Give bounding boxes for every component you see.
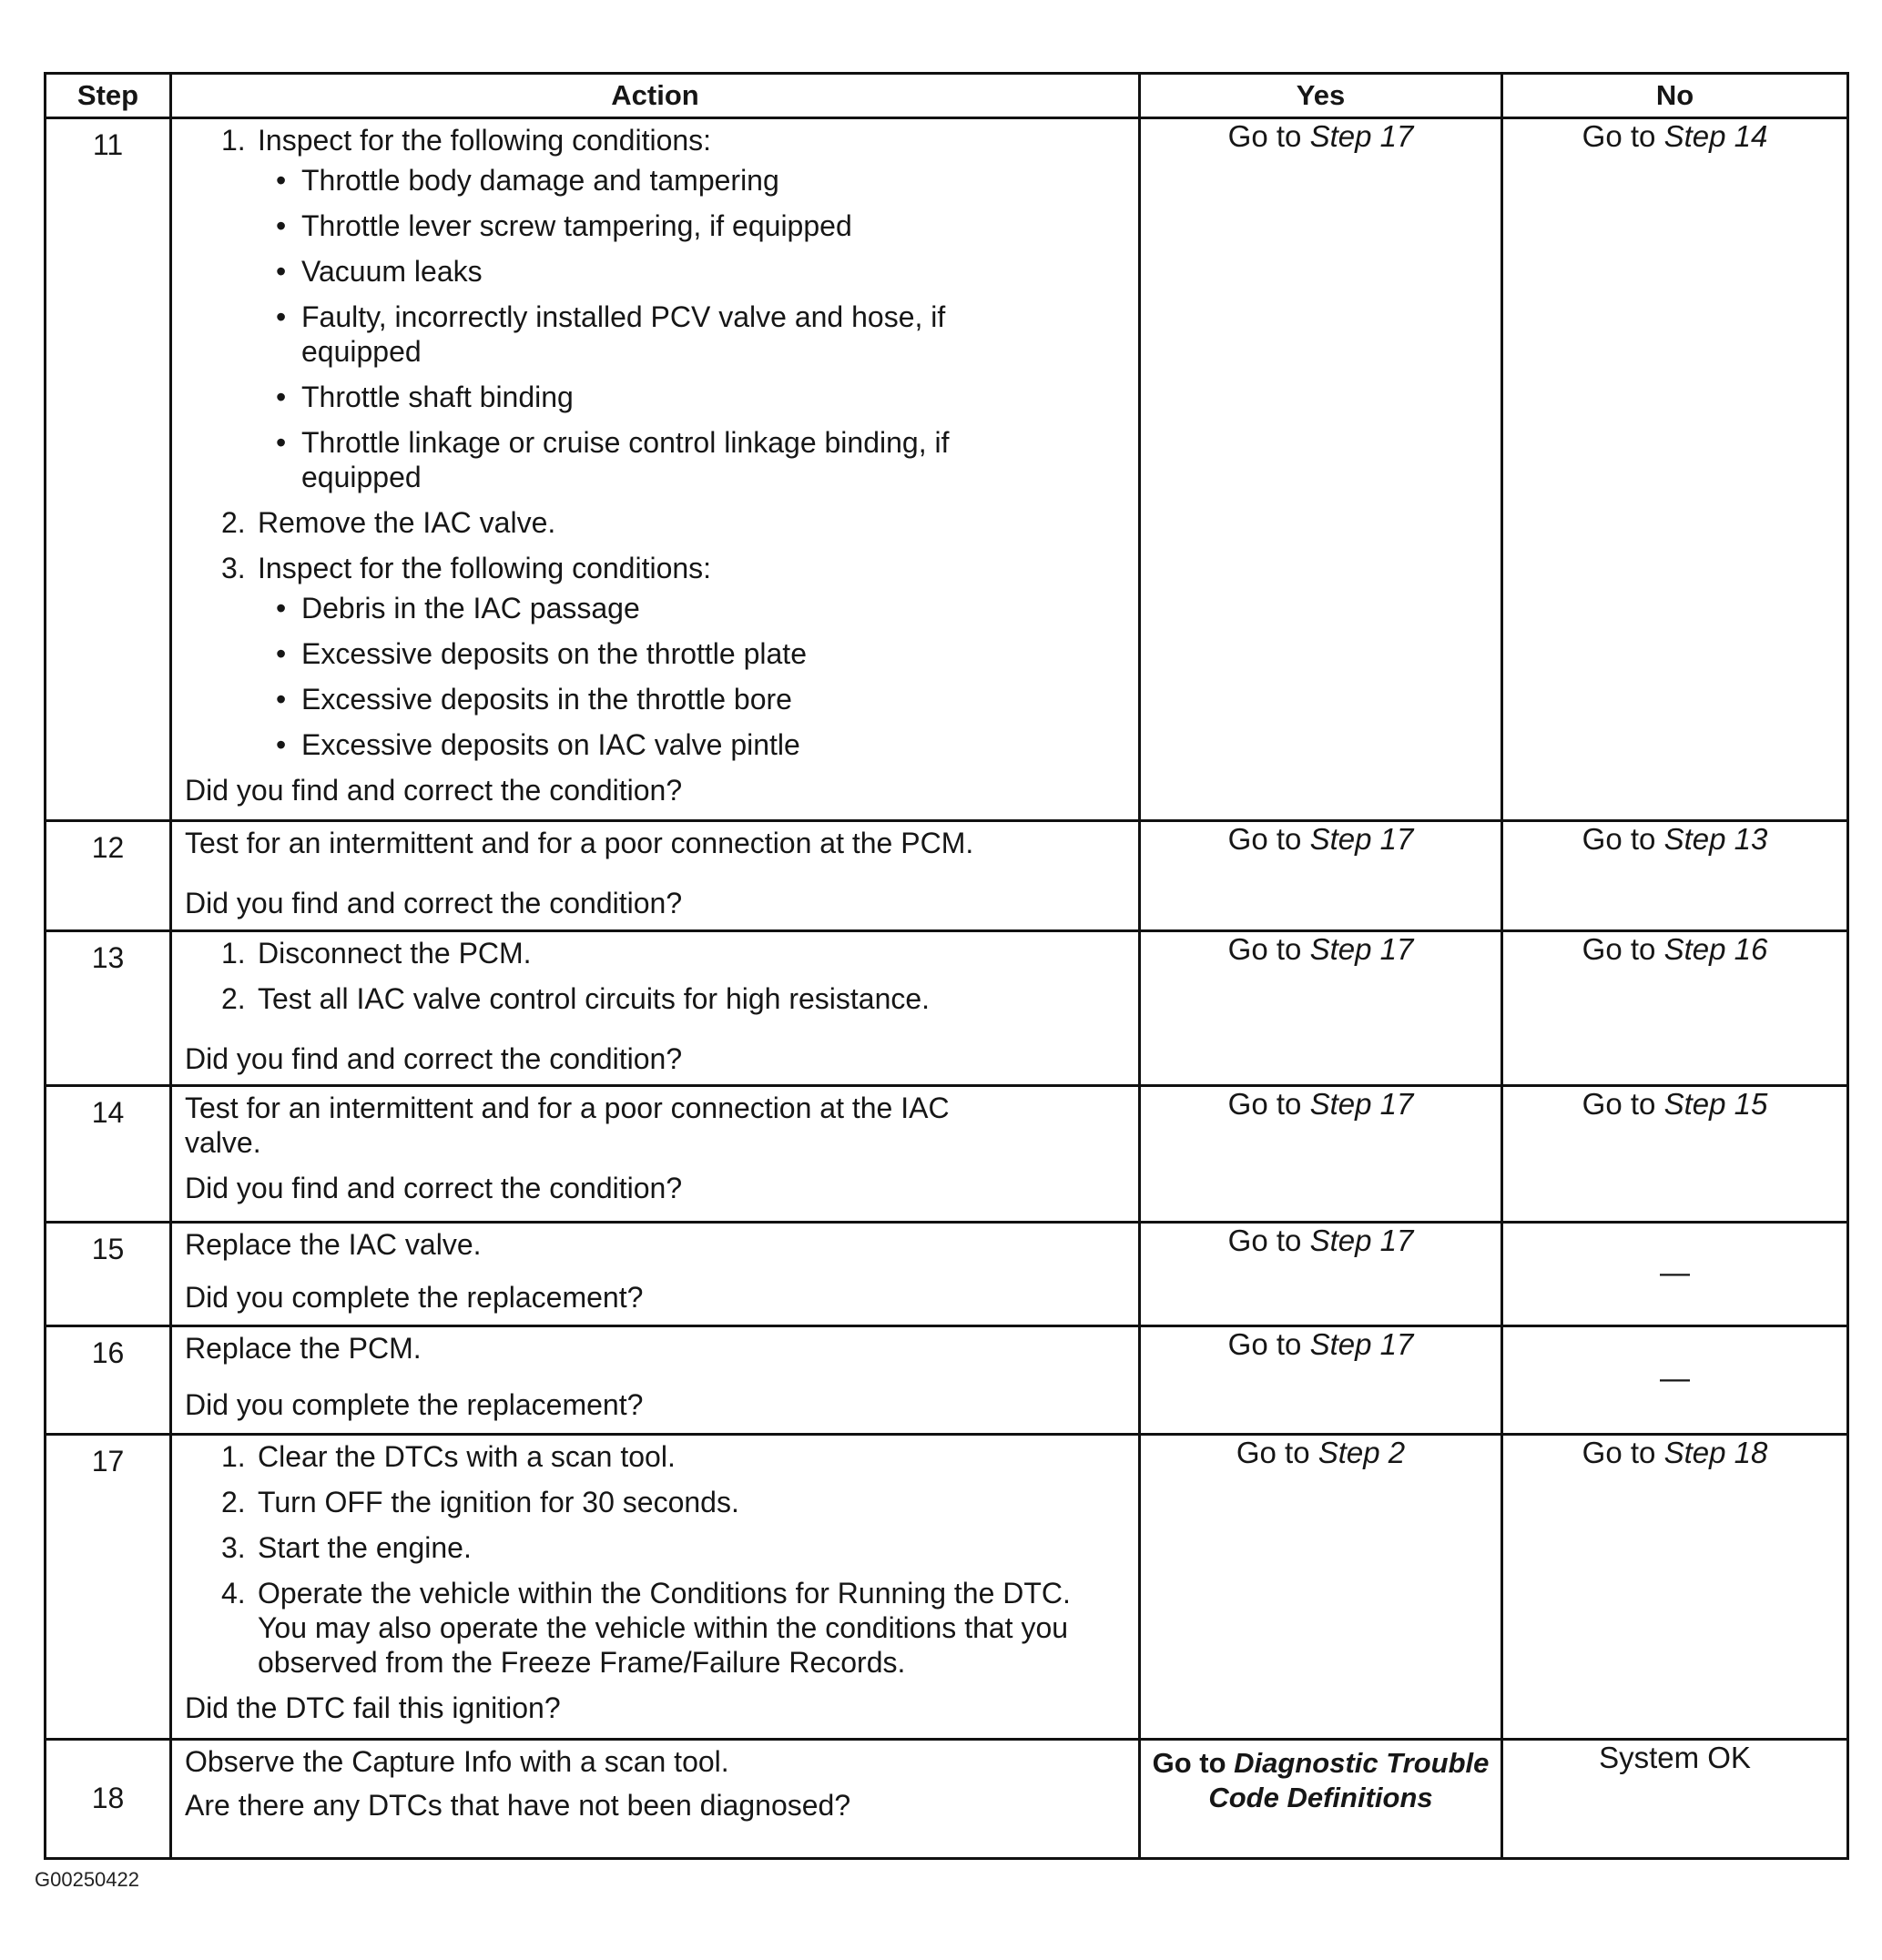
outcome-prefix: Go to	[1582, 822, 1664, 856]
step-number: 13	[46, 931, 171, 1086]
table-row	[46, 118, 1848, 821]
question-text: Did you complete the replacement?	[185, 1388, 644, 1421]
yes-outcome	[1146, 1087, 1495, 1122]
outcome-prefix: Go to	[1227, 822, 1310, 856]
outcome-prefix: Go to	[1227, 1087, 1310, 1121]
outcome-prefix: Go to	[1582, 119, 1664, 153]
item-number: 2.	[221, 1486, 246, 1518]
table-row	[46, 1435, 1848, 1740]
bullet-item: • Vacuum leaks	[185, 254, 1120, 289]
no-outcome-dash: —	[1660, 1361, 1690, 1395]
step-number: 14	[46, 1086, 171, 1223]
action-cell	[171, 1326, 1140, 1435]
outcome-prefix: Go to	[1227, 932, 1310, 966]
outcome-prefix: Go to	[1582, 932, 1664, 966]
no-cell	[1502, 931, 1848, 1086]
bullet-list	[185, 163, 1120, 494]
yes-cell	[1140, 1435, 1502, 1740]
item-text: Inspect for the following conditions:	[258, 124, 712, 157]
step-number: 15	[46, 1223, 171, 1326]
diagnostic-table	[44, 72, 1849, 1860]
yes-cell	[1140, 118, 1502, 821]
no-outcome	[1509, 932, 1841, 967]
bullet-item: • Throttle linkage or cruise control linkage binding, if equipped	[185, 425, 1120, 494]
outcome-target: Step 17	[1309, 1327, 1414, 1361]
yes-outcome	[1146, 932, 1495, 967]
question-text: Did you find and correct the condition?	[185, 1042, 683, 1075]
no-cell	[1502, 821, 1848, 931]
step-number: 16	[46, 1326, 171, 1435]
item-text: Remove the IAC valve.	[258, 506, 556, 539]
item-number: 1.	[221, 937, 246, 970]
table-row	[46, 931, 1848, 1086]
outcome-prefix: Go to	[1152, 1747, 1235, 1779]
action-item	[185, 1439, 1120, 1474]
action-cell	[171, 1435, 1140, 1740]
item-number: 3.	[221, 552, 246, 584]
bullet-item: • Excessive deposits on IAC valve pintle	[185, 727, 1120, 762]
bullet-item: • Debris in the IAC passage	[185, 591, 1120, 625]
question-text: Are there any DTCs that have not been diagnosed?	[185, 1789, 851, 1822]
header-yes: Yes	[1140, 74, 1502, 118]
item-text: Operate the vehicle within the Conditions for Running the DTC. You may also operate the vehicle within the conditions that you observed from the Freeze Frame/Failure Records.	[258, 1577, 1071, 1679]
item-text: Inspect for the following conditions:	[258, 552, 712, 584]
bullet-item: • Throttle shaft binding	[185, 380, 1120, 414]
action-cell	[171, 1740, 1140, 1859]
yes-outcome	[1146, 1746, 1495, 1823]
no-cell	[1502, 118, 1848, 821]
step-number: 18	[46, 1740, 171, 1859]
yes-cell	[1140, 931, 1502, 1086]
action-cell	[171, 1223, 1140, 1326]
yes-outcome	[1146, 1224, 1495, 1258]
outcome-target: Step 14	[1663, 119, 1768, 153]
item-number: 1.	[221, 124, 246, 157]
yes-cell	[1140, 821, 1502, 931]
table-row	[46, 1223, 1848, 1326]
no-cell	[1502, 1086, 1848, 1223]
item-text: Turn OFF the ignition for 30 seconds.	[258, 1486, 739, 1518]
outcome-prefix: Go to	[1227, 1224, 1310, 1257]
question-text: Did you find and correct the condition?	[185, 1172, 683, 1204]
bullet-list	[185, 591, 1120, 762]
step-number: 11	[46, 118, 171, 821]
action-item	[185, 123, 1120, 157]
bullet-item: • Excessive deposits on the throttle plate	[185, 636, 1120, 671]
question-text: Did you find and correct the condition?	[185, 887, 683, 919]
action-item	[185, 936, 1120, 970]
action-item	[185, 1576, 1120, 1680]
figure-id: G00250422	[35, 1868, 139, 1891]
header-step: Step	[46, 74, 171, 118]
item-text: Start the engine.	[258, 1531, 472, 1564]
outcome-target: Step 15	[1663, 1087, 1768, 1121]
outcome-prefix: Go to	[1227, 1327, 1310, 1361]
no-cell	[1502, 1740, 1848, 1859]
question-text: Did the DTC fail this ignition?	[185, 1691, 561, 1724]
yes-cell	[1140, 1086, 1502, 1223]
action-text: Replace the IAC valve.	[185, 1228, 482, 1261]
item-number: 4.	[221, 1577, 246, 1610]
step-number: 12	[46, 821, 171, 931]
item-number: 1.	[221, 1440, 246, 1473]
outcome-target: Step 17	[1309, 1224, 1414, 1257]
action-item	[185, 551, 1120, 585]
diagnostic-table-container	[44, 72, 1846, 1860]
outcome-target: Step 18	[1663, 1436, 1768, 1469]
table-row	[46, 1326, 1848, 1435]
no-cell	[1502, 1223, 1848, 1326]
question-text: Did you find and correct the condition?	[185, 774, 683, 807]
outcome-target: Diagnostic Trouble Code Definitions	[1208, 1747, 1490, 1813]
item-number: 2.	[221, 506, 246, 539]
no-outcome	[1509, 822, 1841, 857]
no-outcome: System OK	[1599, 1741, 1751, 1774]
outcome-target: Step 17	[1309, 932, 1414, 966]
yes-cell	[1140, 1326, 1502, 1435]
table-row	[46, 1740, 1848, 1859]
table-row	[46, 821, 1848, 931]
no-cell	[1502, 1326, 1848, 1435]
action-item	[185, 981, 1120, 1016]
outcome-target: Step 13	[1663, 822, 1768, 856]
yes-outcome	[1146, 119, 1495, 154]
item-text: Test all IAC valve control circuits for high resistance.	[258, 982, 931, 1015]
outcome-prefix: Go to	[1227, 119, 1310, 153]
action-text: Observe the Capture Info with a scan tool.	[185, 1745, 729, 1778]
bullet-item: • Throttle lever screw tampering, if equipped	[185, 208, 1120, 243]
item-text: Disconnect the PCM.	[258, 937, 532, 970]
action-cell	[171, 118, 1140, 821]
action-cell	[171, 1086, 1140, 1223]
item-text: Clear the DTCs with a scan tool.	[258, 1440, 676, 1473]
yes-cell	[1140, 1223, 1502, 1326]
header-row	[46, 74, 1848, 118]
item-number: 3.	[221, 1531, 246, 1564]
header-no: No	[1502, 74, 1848, 118]
outcome-target: Step 17	[1309, 822, 1414, 856]
outcome-target: Step 17	[1309, 119, 1414, 153]
action-text: Test for an intermittent and for a poor connection at the PCM.	[185, 827, 974, 859]
no-cell	[1502, 1435, 1848, 1740]
outcome-prefix: Go to	[1582, 1087, 1664, 1121]
step-number: 17	[46, 1435, 171, 1740]
outcome-prefix: Go to	[1236, 1436, 1318, 1469]
item-number: 2.	[221, 982, 246, 1015]
action-cell	[171, 931, 1140, 1086]
yes-outcome	[1146, 1327, 1495, 1362]
no-outcome	[1509, 1436, 1841, 1470]
bullet-item: • Throttle body damage and tampering	[185, 163, 1120, 198]
action-item	[185, 1485, 1120, 1519]
no-outcome	[1509, 119, 1841, 154]
question-text: Did you complete the replacement?	[185, 1281, 644, 1314]
header-action: Action	[171, 74, 1140, 118]
yes-cell	[1140, 1740, 1502, 1859]
yes-outcome	[1146, 1436, 1495, 1470]
bullet-item: • Excessive deposits in the throttle bore	[185, 682, 1120, 716]
action-text: Test for an intermittent and for a poor connection at the IAC valve.	[185, 1092, 950, 1159]
outcome-target: Step 2	[1317, 1436, 1406, 1469]
outcome-target: Step 16	[1663, 932, 1768, 966]
action-item	[185, 505, 1120, 540]
action-text: Replace the PCM.	[185, 1332, 422, 1365]
no-outcome	[1509, 1087, 1841, 1122]
yes-outcome	[1146, 822, 1495, 857]
outcome-target: Step 17	[1309, 1087, 1414, 1121]
bullet-item: • Faulty, incorrectly installed PCV valve and hose, if equipped	[185, 300, 1120, 369]
action-item	[185, 1530, 1120, 1565]
outcome-prefix: Go to	[1582, 1436, 1664, 1469]
table-row	[46, 1086, 1848, 1223]
no-outcome-dash: —	[1660, 1254, 1690, 1289]
action-cell	[171, 821, 1140, 931]
